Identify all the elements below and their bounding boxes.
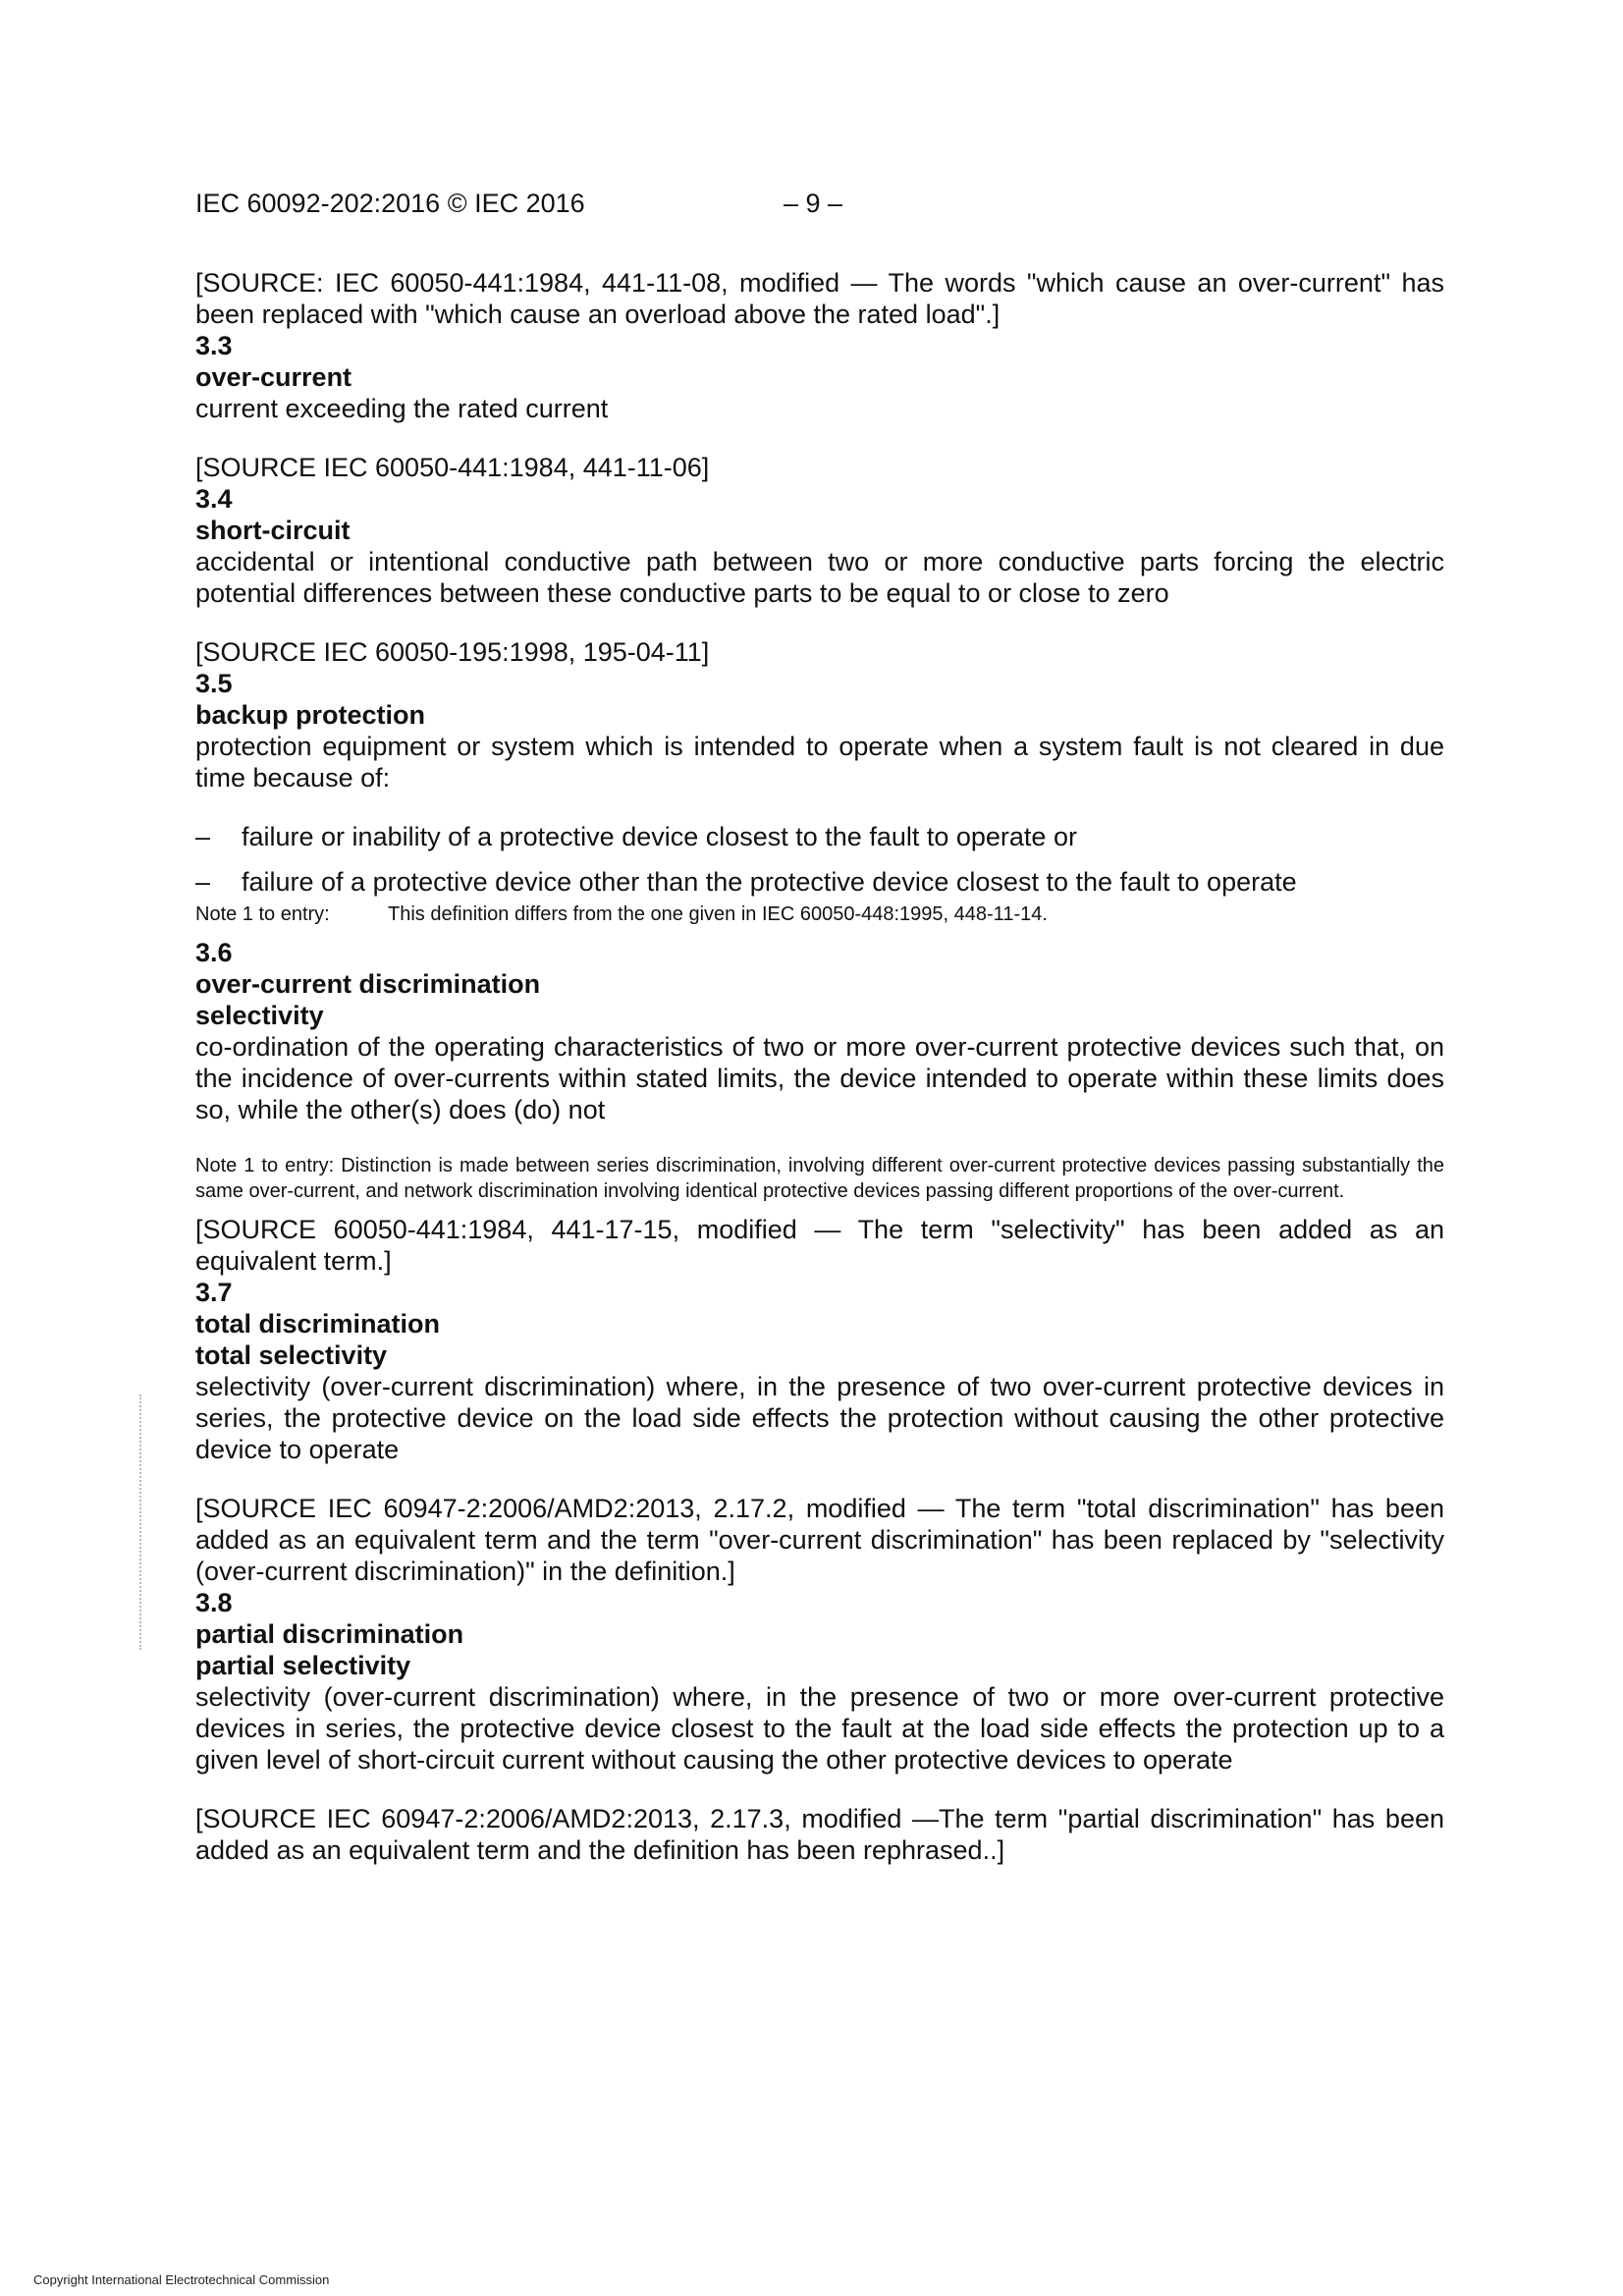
entry-note [195,902,1444,927]
entry-number: 3.5 [195,669,233,698]
document-body [195,267,1444,1866]
entry-term-synonym: partial selectivity [195,1651,411,1680]
entry-number: 3.4 [195,484,233,514]
entry-number: 3.8 [195,1588,233,1617]
source-reference: [SOURCE IEC 60050-195:1998, 195-04-11] [195,637,710,667]
note-label: Note 1 to entry: [195,903,330,925]
entry-note: Note 1 to entry: Distinction is made between series discrimination, involving different over-current protective devices passing substantially the same over-current, and network discrimination involving identical protective devices passing different proportions of the over-current. [195,1155,1444,1202]
source-reference: [SOURCE 60050-441:1984, 441-17-15, modified — The term "selectivity" has been added as an equivalent term.] [195,1215,1444,1276]
entry-term: short-circuit [195,516,351,545]
list-item-text: failure of a protective device other than the protective device closest to the fault to operate [242,867,1297,897]
entry-term-synonym: total selectivity [195,1340,388,1370]
source-reference: [SOURCE: IEC 60050-441:1984, 441-11-08, modified — The words "which cause an over-current" has been replaced with "which cause an overload above the rated load".] [195,268,1444,329]
note-text: This definition differs from the one given in IEC 60050-448:1995, 448-11-14. [388,903,1048,925]
list-dash: – [195,822,211,851]
copyright-footer: Copyright International Electrotechnical Commission [33,2272,330,2287]
entry-term: over-current [195,362,352,392]
list-dash: – [195,867,211,897]
entry-term: partial discrimination [195,1619,464,1649]
entry-definition: protection equipment or system which is intended to operate when a system fault is not cleared in due time because of: [195,732,1444,793]
entry-number: 3.7 [195,1278,233,1307]
page-number: – 9 – [784,189,843,218]
entry-definition: selectivity (over-current discrimination) where, in the presence of two over-current protective devices in series, the protective device on the load side effects the protection without causing the other protective device to operate [195,1372,1444,1464]
header-standard-id: IEC 60092-202:2016 © IEC 2016 [195,189,585,218]
entry-number: 3.3 [195,331,233,360]
entry-definition: co-ordination of the operating characteristics of two or more over-current protective devices such that, on the incidence of over-currents within stated limits, the device intended to operate within these limits does so, while the other(s) does (do) not [195,1032,1444,1124]
source-reference: [SOURCE IEC 60050-441:1984, 441-11-06] [195,453,710,482]
entry-term: total discrimination [195,1309,441,1339]
entry-definition: accidental or intentional conductive path between two or more conductive parts forcing the electric potential differences between these conductive parts to be equal to or close to zero [195,547,1444,608]
list-item [195,866,1444,898]
entry-definition: selectivity (over-current discrimination) where, in the presence of two or more over-current protective devices in series, the protective device closest to the fault at the load side effects the protection up to a given level of short-circuit current without causing the other protective devices to operate [195,1682,1444,1775]
entry-term-synonym: selectivity [195,1001,324,1030]
list-item [195,821,1444,852]
list-item-text: failure or inability of a protective device closest to the fault to operate or [242,822,1077,851]
entry-term: over-current discrimination [195,969,541,999]
source-reference: [SOURCE IEC 60947-2:2006/AMD2:2013, 2.17.2, modified — The term "total discrimination" has been added as an equivalent term and the term "over-current discrimination" has been replaced by "selectivity (over-current discrimination)" in the definition.] [195,1494,1444,1586]
margin-marks [139,1394,145,1650]
entry-term: backup protection [195,700,426,730]
entry-number: 3.6 [195,938,233,967]
entry-definition: current exceeding the rated current [195,394,609,423]
source-reference: [SOURCE IEC 60947-2:2006/AMD2:2013, 2.17.3, modified —The term "partial discrimination" has been added as an equivalent term and the definition has been rephrased..] [195,1804,1444,1865]
